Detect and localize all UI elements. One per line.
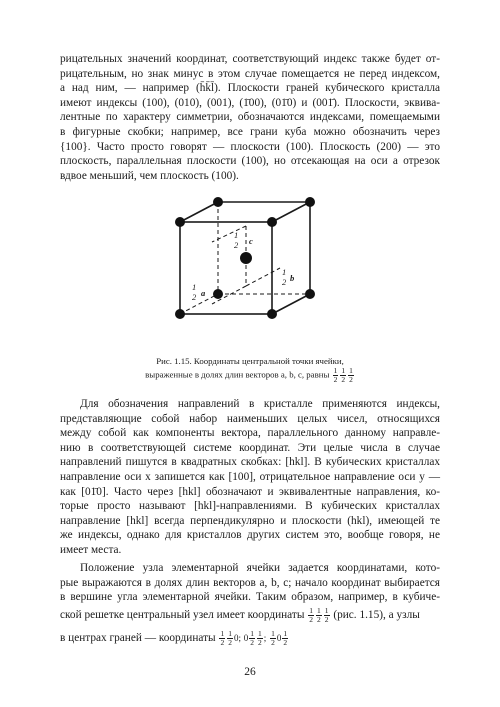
paragraph-directions [60,397,440,558]
text-line: а над ним, — например (h̄k̄l̄). Плоскости граней кубического кристалла [60,82,440,95]
text-line: торые просто называют [hkl]-направлениями. В кубических кристаллах [60,500,440,513]
text-line: плоскость, параллельная плоскости (100), но отсекающая на оси a отрезок [60,155,440,168]
caption-text: выраженные в долях длин векторов a, b, c, равны [145,369,330,380]
atom [213,289,223,299]
text-line: рицательных значений координат, соответствующий индекс также будет от- [60,53,440,65]
text-fragment: (рис. 1.15), а узлы [333,609,420,622]
caption-line-2 [100,367,400,384]
atom [305,289,315,299]
fraction: $\frac{1}{2}$ [258,629,262,648]
text-line: направлений пишутся в квадратных скобках: [hkl]. В кубических кристаллах [60,456,440,469]
text-line: как [01̄0]. Часто через [hkl] обозначают и эквивалентные направления, ко- [60,485,440,498]
text-line: лентные по характеру симметрии, обозначаются индексами, помещаемыми [60,111,440,124]
label-b: b [290,273,295,283]
figure-caption [100,355,400,384]
label-c: c [249,236,253,246]
text-line: направление оси x запишется как [100], отрицательное направление оси y — [60,470,440,483]
fraction: $\frac{1}{2}$ [271,629,275,648]
text-line: между собой как компоненты вектора, параллельного данному направле- [60,427,440,440]
fraction: $\frac{1}{2}$ [324,606,329,625]
label-a: a [201,288,206,298]
text-fragment: ской решетке центральный узел имеет координаты [60,609,305,622]
atom [213,197,223,207]
fraction: $\frac{1}{2}$ [220,629,225,648]
text-line: рые выражаются в долях длин векторов a, b, c; начало координат выбирается [60,576,440,589]
text-line: рицательным, но знак минус в этом случае помещается не перед индексом, [60,67,440,80]
text-line-with-fractions [60,627,440,651]
half-a-denominator: 2 [192,292,197,302]
atom [175,217,185,227]
text-fragment: в центрах граней — координаты [60,632,216,645]
fraction: $\frac{1}{2}$ [228,629,232,648]
text-fragment: ; [263,633,267,644]
page-number: 26 [244,666,256,678]
atom [305,197,315,207]
central-atom [240,252,252,264]
cubic-cell-figure [168,196,328,346]
fraction: $\frac{1}{2}$ [317,606,321,625]
fraction: $\frac{1}{2}$ [283,629,288,648]
text-fragment: 0; [233,633,241,644]
text-line-with-fractions [60,605,440,627]
half-c-denominator: 2 [234,240,239,250]
fraction: $\frac{1}{2}$ [250,629,255,648]
text-line: в фигурные скобки; например, все грани куба можно обозначить через [60,125,440,138]
text-fragment: 0 [243,633,249,644]
atom [267,217,277,227]
fraction: $\frac{1}{2}$ [333,366,338,384]
atom [175,309,185,319]
text-line: же индексы, однако для кристаллов других систем это, вообще говоря, не [60,529,440,542]
paragraph-indices-planes [60,52,440,183]
text-line: Для обозначения направлений в кристалле применяются индексы, [80,398,440,410]
fraction: $\frac{1}{2}$ [341,366,346,384]
text-line: Положение узла элементарной ячейки задается координатами, кото- [80,562,440,574]
paragraph-node-position [60,561,440,651]
half-a-numerator: 1 [192,282,197,292]
axis-labels [192,230,294,302]
text-line: имеют индексы (100), (010), (001), (1̄00), (01̄0) и (001̄). Плоскости, эквива- [60,96,440,109]
text-line: представляющие собой набор наименьших целых чисел, относящихся [60,412,440,425]
text-line: в вершине угла элементарной ячейки. Таким образом, например, в кубиче- [60,591,440,604]
atom [267,309,277,319]
text-line: имеет места. [60,543,122,556]
fraction: $\frac{1}{2}$ [309,606,313,625]
half-c-numerator: 1 [234,230,239,240]
text-line: {100}. Часто просто говорят — плоскости (100). Плоскость (200) — это [60,140,440,153]
half-b-numerator: 1 [282,267,287,277]
text-fragment: 0 [276,633,282,644]
text-line: вдвое меньший, чем плоскость (100). [60,169,239,182]
text-line: нию в соответствующей системе координат. Эти целые числа в случае [60,441,440,454]
caption-line-1: Рис. 1.15. Координаты центральной точки ячейки, [156,356,344,366]
fraction: $\frac{1}{2}$ [349,366,353,384]
half-b-denominator: 2 [282,277,287,287]
text-line: направление [hkl] всегда перпендикулярно и плоскости (hkl), имеющей те [60,514,440,527]
